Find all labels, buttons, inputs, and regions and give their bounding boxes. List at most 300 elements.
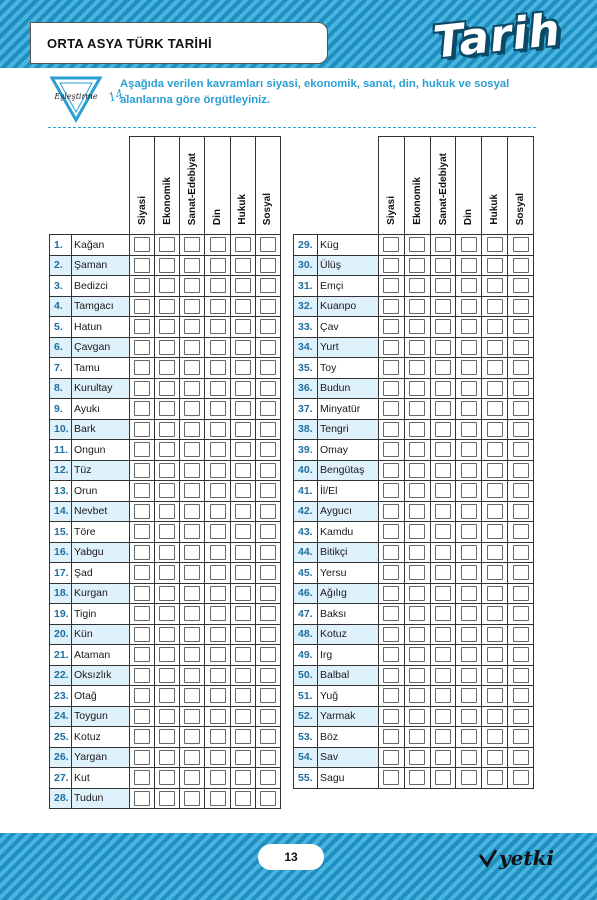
checkbox[interactable] <box>134 504 150 519</box>
checkbox[interactable] <box>210 442 226 457</box>
checkbox[interactable] <box>235 463 251 478</box>
checkbox[interactable] <box>260 258 276 273</box>
checkbox[interactable] <box>260 442 276 457</box>
checkbox[interactable] <box>513 586 529 601</box>
checkbox[interactable] <box>235 340 251 355</box>
checkbox[interactable] <box>461 381 477 396</box>
checkbox[interactable] <box>435 524 451 539</box>
checkbox[interactable] <box>184 709 200 724</box>
checkbox[interactable] <box>487 647 503 662</box>
checkbox[interactable] <box>210 483 226 498</box>
checkbox[interactable] <box>461 586 477 601</box>
checkbox[interactable] <box>184 340 200 355</box>
checkbox[interactable] <box>184 319 200 334</box>
checkbox[interactable] <box>134 709 150 724</box>
checkbox[interactable] <box>409 750 425 765</box>
checkbox[interactable] <box>435 278 451 293</box>
checkbox[interactable] <box>513 237 529 252</box>
checkbox[interactable] <box>461 483 477 498</box>
checkbox[interactable] <box>487 770 503 785</box>
checkbox[interactable] <box>487 586 503 601</box>
checkbox[interactable] <box>260 278 276 293</box>
checkbox[interactable] <box>184 401 200 416</box>
checkbox[interactable] <box>513 299 529 314</box>
checkbox[interactable] <box>383 442 399 457</box>
checkbox[interactable] <box>235 237 251 252</box>
checkbox[interactable] <box>235 401 251 416</box>
checkbox[interactable] <box>134 606 150 621</box>
checkbox[interactable] <box>435 606 451 621</box>
checkbox[interactable] <box>409 258 425 273</box>
checkbox[interactable] <box>159 770 175 785</box>
checkbox[interactable] <box>210 360 226 375</box>
checkbox[interactable] <box>134 770 150 785</box>
checkbox[interactable] <box>461 442 477 457</box>
checkbox[interactable] <box>134 586 150 601</box>
checkbox[interactable] <box>210 770 226 785</box>
checkbox[interactable] <box>435 258 451 273</box>
checkbox[interactable] <box>513 729 529 744</box>
checkbox[interactable] <box>159 504 175 519</box>
checkbox[interactable] <box>435 729 451 744</box>
checkbox[interactable] <box>184 627 200 642</box>
checkbox[interactable] <box>513 647 529 662</box>
checkbox[interactable] <box>260 586 276 601</box>
checkbox[interactable] <box>134 237 150 252</box>
checkbox[interactable] <box>435 770 451 785</box>
checkbox[interactable] <box>235 586 251 601</box>
checkbox[interactable] <box>487 278 503 293</box>
checkbox[interactable] <box>134 442 150 457</box>
checkbox[interactable] <box>487 688 503 703</box>
checkbox[interactable] <box>487 463 503 478</box>
checkbox[interactable] <box>134 483 150 498</box>
checkbox[interactable] <box>487 668 503 683</box>
checkbox[interactable] <box>461 319 477 334</box>
checkbox[interactable] <box>409 360 425 375</box>
checkbox[interactable] <box>184 422 200 437</box>
checkbox[interactable] <box>461 463 477 478</box>
checkbox[interactable] <box>134 319 150 334</box>
checkbox[interactable] <box>134 278 150 293</box>
checkbox[interactable] <box>235 668 251 683</box>
checkbox[interactable] <box>159 668 175 683</box>
checkbox[interactable] <box>487 258 503 273</box>
checkbox[interactable] <box>184 524 200 539</box>
checkbox[interactable] <box>134 688 150 703</box>
checkbox[interactable] <box>383 729 399 744</box>
checkbox[interactable] <box>383 647 399 662</box>
checkbox[interactable] <box>383 258 399 273</box>
checkbox[interactable] <box>134 750 150 765</box>
checkbox[interactable] <box>383 770 399 785</box>
checkbox[interactable] <box>435 422 451 437</box>
checkbox[interactable] <box>235 606 251 621</box>
checkbox[interactable] <box>461 770 477 785</box>
checkbox[interactable] <box>134 360 150 375</box>
checkbox[interactable] <box>383 586 399 601</box>
checkbox[interactable] <box>487 750 503 765</box>
checkbox[interactable] <box>409 524 425 539</box>
checkbox[interactable] <box>461 237 477 252</box>
checkbox[interactable] <box>461 278 477 293</box>
checkbox[interactable] <box>461 545 477 560</box>
checkbox[interactable] <box>184 463 200 478</box>
checkbox[interactable] <box>409 586 425 601</box>
checkbox[interactable] <box>461 401 477 416</box>
checkbox[interactable] <box>383 709 399 724</box>
checkbox[interactable] <box>184 360 200 375</box>
checkbox[interactable] <box>134 668 150 683</box>
checkbox[interactable] <box>487 340 503 355</box>
checkbox[interactable] <box>184 586 200 601</box>
checkbox[interactable] <box>487 483 503 498</box>
checkbox[interactable] <box>513 278 529 293</box>
checkbox[interactable] <box>383 401 399 416</box>
checkbox[interactable] <box>134 463 150 478</box>
checkbox[interactable] <box>513 606 529 621</box>
checkbox[interactable] <box>513 668 529 683</box>
checkbox[interactable] <box>210 340 226 355</box>
checkbox[interactable] <box>210 606 226 621</box>
checkbox[interactable] <box>487 709 503 724</box>
checkbox[interactable] <box>159 545 175 560</box>
checkbox[interactable] <box>513 258 529 273</box>
checkbox[interactable] <box>159 463 175 478</box>
checkbox[interactable] <box>184 545 200 560</box>
checkbox[interactable] <box>383 381 399 396</box>
checkbox[interactable] <box>435 401 451 416</box>
checkbox[interactable] <box>184 688 200 703</box>
checkbox[interactable] <box>409 237 425 252</box>
checkbox[interactable] <box>383 319 399 334</box>
checkbox[interactable] <box>235 729 251 744</box>
checkbox[interactable] <box>159 524 175 539</box>
checkbox[interactable] <box>159 360 175 375</box>
checkbox[interactable] <box>235 565 251 580</box>
checkbox[interactable] <box>409 319 425 334</box>
checkbox[interactable] <box>435 237 451 252</box>
checkbox[interactable] <box>210 791 226 806</box>
checkbox[interactable] <box>461 750 477 765</box>
checkbox[interactable] <box>383 750 399 765</box>
checkbox[interactable] <box>184 278 200 293</box>
checkbox[interactable] <box>513 463 529 478</box>
checkbox[interactable] <box>134 627 150 642</box>
checkbox[interactable] <box>513 401 529 416</box>
checkbox[interactable] <box>159 647 175 662</box>
checkbox[interactable] <box>260 401 276 416</box>
checkbox[interactable] <box>260 709 276 724</box>
checkbox[interactable] <box>210 381 226 396</box>
checkbox[interactable] <box>134 422 150 437</box>
checkbox[interactable] <box>409 442 425 457</box>
checkbox[interactable] <box>461 688 477 703</box>
checkbox[interactable] <box>435 463 451 478</box>
checkbox[interactable] <box>513 360 529 375</box>
checkbox[interactable] <box>435 647 451 662</box>
checkbox[interactable] <box>260 668 276 683</box>
checkbox[interactable] <box>210 729 226 744</box>
checkbox[interactable] <box>134 381 150 396</box>
checkbox[interactable] <box>210 586 226 601</box>
checkbox[interactable] <box>260 688 276 703</box>
checkbox[interactable] <box>513 688 529 703</box>
checkbox[interactable] <box>235 483 251 498</box>
checkbox[interactable] <box>513 750 529 765</box>
checkbox[interactable] <box>461 524 477 539</box>
checkbox[interactable] <box>435 340 451 355</box>
checkbox[interactable] <box>461 360 477 375</box>
checkbox[interactable] <box>184 258 200 273</box>
checkbox[interactable] <box>435 504 451 519</box>
checkbox[interactable] <box>487 442 503 457</box>
checkbox[interactable] <box>435 442 451 457</box>
checkbox[interactable] <box>235 709 251 724</box>
checkbox[interactable] <box>461 709 477 724</box>
checkbox[interactable] <box>260 545 276 560</box>
checkbox[interactable] <box>383 606 399 621</box>
checkbox[interactable] <box>184 668 200 683</box>
checkbox[interactable] <box>134 524 150 539</box>
checkbox[interactable] <box>487 319 503 334</box>
checkbox[interactable] <box>409 381 425 396</box>
checkbox[interactable] <box>184 483 200 498</box>
checkbox[interactable] <box>184 729 200 744</box>
checkbox[interactable] <box>513 524 529 539</box>
checkbox[interactable] <box>383 545 399 560</box>
checkbox[interactable] <box>159 606 175 621</box>
checkbox[interactable] <box>435 750 451 765</box>
checkbox[interactable] <box>435 688 451 703</box>
checkbox[interactable] <box>235 770 251 785</box>
checkbox[interactable] <box>409 688 425 703</box>
checkbox[interactable] <box>260 299 276 314</box>
checkbox[interactable] <box>210 627 226 642</box>
checkbox[interactable] <box>487 422 503 437</box>
checkbox[interactable] <box>409 299 425 314</box>
checkbox[interactable] <box>159 483 175 498</box>
checkbox[interactable] <box>461 627 477 642</box>
checkbox[interactable] <box>184 299 200 314</box>
checkbox[interactable] <box>409 668 425 683</box>
checkbox[interactable] <box>210 299 226 314</box>
checkbox[interactable] <box>159 299 175 314</box>
checkbox[interactable] <box>383 524 399 539</box>
checkbox[interactable] <box>159 422 175 437</box>
checkbox[interactable] <box>159 442 175 457</box>
checkbox[interactable] <box>513 422 529 437</box>
checkbox[interactable] <box>260 360 276 375</box>
checkbox[interactable] <box>235 278 251 293</box>
checkbox[interactable] <box>461 504 477 519</box>
checkbox[interactable] <box>184 381 200 396</box>
checkbox[interactable] <box>435 360 451 375</box>
checkbox[interactable] <box>409 606 425 621</box>
checkbox[interactable] <box>159 258 175 273</box>
checkbox[interactable] <box>159 237 175 252</box>
checkbox[interactable] <box>513 504 529 519</box>
checkbox[interactable] <box>235 442 251 457</box>
checkbox[interactable] <box>184 647 200 662</box>
checkbox[interactable] <box>210 545 226 560</box>
checkbox[interactable] <box>260 504 276 519</box>
checkbox[interactable] <box>235 299 251 314</box>
checkbox[interactable] <box>409 770 425 785</box>
checkbox[interactable] <box>383 360 399 375</box>
checkbox[interactable] <box>184 750 200 765</box>
checkbox[interactable] <box>260 647 276 662</box>
checkbox[interactable] <box>513 319 529 334</box>
checkbox[interactable] <box>409 422 425 437</box>
checkbox[interactable] <box>235 422 251 437</box>
checkbox[interactable] <box>260 791 276 806</box>
checkbox[interactable] <box>235 627 251 642</box>
checkbox[interactable] <box>487 299 503 314</box>
checkbox[interactable] <box>159 319 175 334</box>
checkbox[interactable] <box>260 237 276 252</box>
checkbox[interactable] <box>210 524 226 539</box>
checkbox[interactable] <box>513 483 529 498</box>
checkbox[interactable] <box>409 729 425 744</box>
checkbox[interactable] <box>435 668 451 683</box>
checkbox[interactable] <box>435 319 451 334</box>
checkbox[interactable] <box>134 565 150 580</box>
checkbox[interactable] <box>409 401 425 416</box>
checkbox[interactable] <box>159 729 175 744</box>
checkbox[interactable] <box>235 504 251 519</box>
checkbox[interactable] <box>461 606 477 621</box>
checkbox[interactable] <box>210 504 226 519</box>
checkbox[interactable] <box>513 340 529 355</box>
checkbox[interactable] <box>210 709 226 724</box>
checkbox[interactable] <box>409 504 425 519</box>
checkbox[interactable] <box>409 647 425 662</box>
checkbox[interactable] <box>235 647 251 662</box>
checkbox[interactable] <box>260 319 276 334</box>
checkbox[interactable] <box>159 340 175 355</box>
checkbox[interactable] <box>184 565 200 580</box>
checkbox[interactable] <box>235 258 251 273</box>
checkbox[interactable] <box>383 340 399 355</box>
checkbox[interactable] <box>184 237 200 252</box>
checkbox[interactable] <box>184 606 200 621</box>
checkbox[interactable] <box>487 360 503 375</box>
checkbox[interactable] <box>435 299 451 314</box>
checkbox[interactable] <box>409 545 425 560</box>
checkbox[interactable] <box>210 237 226 252</box>
checkbox[interactable] <box>383 278 399 293</box>
checkbox[interactable] <box>409 565 425 580</box>
checkbox[interactable] <box>260 729 276 744</box>
checkbox[interactable] <box>134 258 150 273</box>
checkbox[interactable] <box>235 381 251 396</box>
checkbox[interactable] <box>260 483 276 498</box>
checkbox[interactable] <box>210 565 226 580</box>
checkbox[interactable] <box>235 319 251 334</box>
checkbox[interactable] <box>210 422 226 437</box>
checkbox[interactable] <box>210 463 226 478</box>
checkbox[interactable] <box>383 237 399 252</box>
checkbox[interactable] <box>409 463 425 478</box>
checkbox[interactable] <box>487 565 503 580</box>
checkbox[interactable] <box>435 709 451 724</box>
checkbox[interactable] <box>487 237 503 252</box>
checkbox[interactable] <box>159 565 175 580</box>
checkbox[interactable] <box>487 729 503 744</box>
checkbox[interactable] <box>383 565 399 580</box>
checkbox[interactable] <box>184 442 200 457</box>
checkbox[interactable] <box>435 565 451 580</box>
checkbox[interactable] <box>487 627 503 642</box>
checkbox[interactable] <box>435 381 451 396</box>
checkbox[interactable] <box>487 524 503 539</box>
checkbox[interactable] <box>435 545 451 560</box>
checkbox[interactable] <box>513 442 529 457</box>
checkbox[interactable] <box>210 668 226 683</box>
checkbox[interactable] <box>184 791 200 806</box>
checkbox[interactable] <box>159 750 175 765</box>
checkbox[interactable] <box>159 627 175 642</box>
checkbox[interactable] <box>383 627 399 642</box>
checkbox[interactable] <box>409 483 425 498</box>
checkbox[interactable] <box>260 422 276 437</box>
checkbox[interactable] <box>210 647 226 662</box>
checkbox[interactable] <box>235 360 251 375</box>
checkbox[interactable] <box>134 791 150 806</box>
checkbox[interactable] <box>513 565 529 580</box>
checkbox[interactable] <box>210 258 226 273</box>
checkbox[interactable] <box>487 381 503 396</box>
checkbox[interactable] <box>487 401 503 416</box>
checkbox[interactable] <box>235 545 251 560</box>
checkbox[interactable] <box>383 668 399 683</box>
checkbox[interactable] <box>260 750 276 765</box>
checkbox[interactable] <box>235 524 251 539</box>
checkbox[interactable] <box>210 401 226 416</box>
checkbox[interactable] <box>134 729 150 744</box>
checkbox[interactable] <box>513 627 529 642</box>
checkbox[interactable] <box>461 299 477 314</box>
checkbox[interactable] <box>260 627 276 642</box>
checkbox[interactable] <box>159 709 175 724</box>
checkbox[interactable] <box>260 463 276 478</box>
checkbox[interactable] <box>260 381 276 396</box>
checkbox[interactable] <box>461 729 477 744</box>
checkbox[interactable] <box>383 463 399 478</box>
checkbox[interactable] <box>134 340 150 355</box>
checkbox[interactable] <box>461 258 477 273</box>
checkbox[interactable] <box>210 278 226 293</box>
checkbox[interactable] <box>159 688 175 703</box>
checkbox[interactable] <box>235 688 251 703</box>
checkbox[interactable] <box>260 606 276 621</box>
checkbox[interactable] <box>159 791 175 806</box>
checkbox[interactable] <box>260 524 276 539</box>
checkbox[interactable] <box>513 545 529 560</box>
checkbox[interactable] <box>159 278 175 293</box>
checkbox[interactable] <box>260 340 276 355</box>
checkbox[interactable] <box>260 770 276 785</box>
checkbox[interactable] <box>134 299 150 314</box>
checkbox[interactable] <box>260 565 276 580</box>
checkbox[interactable] <box>383 422 399 437</box>
checkbox[interactable] <box>409 627 425 642</box>
checkbox[interactable] <box>435 627 451 642</box>
checkbox[interactable] <box>159 586 175 601</box>
checkbox[interactable] <box>383 299 399 314</box>
checkbox[interactable] <box>159 381 175 396</box>
